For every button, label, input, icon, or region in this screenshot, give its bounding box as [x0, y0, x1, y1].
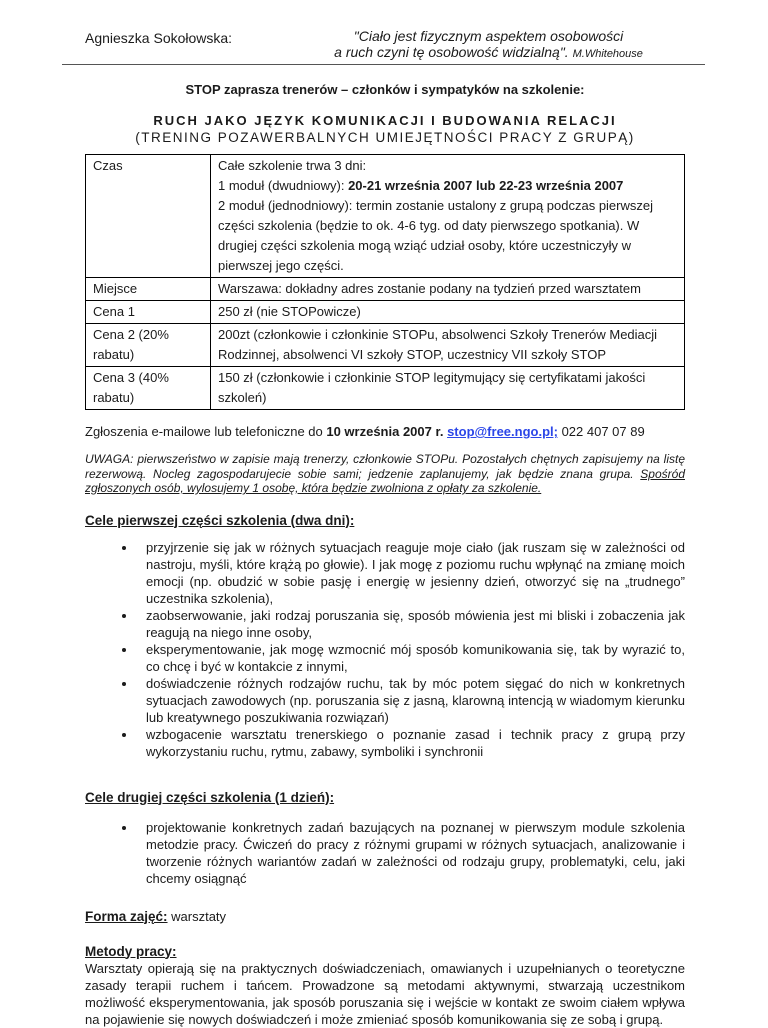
row-label-miejsce: Miejsce: [86, 278, 211, 301]
list-item: • eksperymentowanie, jak mogę wzmocnić mój sposób komunikowania się, tak by wyrazić to, co chcę i być w kontakcie z innymi,: [137, 641, 685, 675]
table-row-cena1: [86, 301, 685, 324]
czas-module1-prefix: 1 moduł (dwudniowy):: [218, 178, 349, 193]
registration-prefix: Zgłoszenia e-mailowe lub telefoniczne do: [85, 424, 327, 439]
cele2-bullet-list: [85, 819, 685, 887]
list-item: • przyjrzenie się jak w różnych sytuacjach reaguje moje ciało (jak ruszam się w zależności od nastroju, myśli, które krążą po głowie). I jak mogę z poziomu ruchu wpłynąć na zmianę moich emocji (np. obudzić w sobie pasję i energię w jesienny dzień, otworzyć się na „trudnego” uczestnika szkolenia),: [137, 539, 685, 607]
quote-line-2: [292, 44, 685, 62]
table-row-cena3: [86, 367, 685, 410]
registration-deadline: 10 września 2007 r.: [326, 424, 448, 439]
quote-line-2-text: a ruch czyni tę osobowość widzialną".: [334, 44, 569, 60]
row-label-cena3: Cena 3 (40% rabatu): [86, 367, 211, 410]
czas-line-2: [218, 176, 677, 196]
author-name: Agnieszka Sokołowska:: [85, 30, 233, 46]
training-info-table: [85, 154, 685, 410]
heading-metody-pracy: Metody pracy:: [85, 943, 177, 959]
table-row-czas: [86, 155, 685, 278]
czas-module1-dates: 20-21 września 2007 lub 22-23 września 2007: [348, 178, 624, 193]
invitation-line: STOP zaprasza trenerów – członków i sympatyków na szkolenie:: [185, 82, 585, 97]
quote-attribution: M.Whitehouse: [572, 48, 643, 60]
epigraph-quote: [232, 28, 685, 62]
email-link[interactable]: stop@free.ngo.pl;: [447, 424, 558, 439]
metody-pracy-paragraph: Warsztaty opierają się na praktycznych doświadczeniach, omawianych i uzupełnianych o teoretyczne zasady terapii ruchem i tańcem. Prowadzone są metodami aktywnymi, stwarzają uczestnikom możliwość eksperymentowania, jak sposób poruszania się i wejście w kontakt ze swoim ciałem wpływa na pojawienie się nowych doświadczeń i może zmieniać sposób komunikowania się ze sobą i grupą.: [85, 960, 685, 1027]
uwaga-underlined-text: Spośród zgłoszonych osób, wylosujemy 1 osobę, która będzie zwolniona z opłaty za szkolenie.: [85, 466, 685, 495]
row-value-cena3: 150 zł (członkowie i członkinie STOP legitymujący się certyfikatami jakości szkoleń): [211, 367, 685, 410]
table-row-cena2: [86, 324, 685, 367]
row-value-miejsce: Warszawa: dokładny adres zostanie podany na tydzień przed warsztatem: [211, 278, 685, 301]
row-label-cena1: Cena 1: [86, 301, 211, 324]
row-value-cena2: 200zt (członkowie i członkinie STOPu, absolwenci Szkoły Trenerów Mediacji Rodzinnej, absolwenci VI szkoły STOP, uczestnicy VII szkoły STOP: [211, 324, 685, 367]
row-label-cena2: Cena 2 (20% rabatu): [86, 324, 211, 367]
table-row-miejsce: [86, 278, 685, 301]
list-item: • zaobserwowanie, jaki rodzaj poruszania się, sposób mówienia jest mi bliski i zobaczenia jak reagują na niego inne osoby,: [137, 607, 685, 641]
uwaga-notice: [85, 452, 685, 496]
czas-line-1: Całe szkolenie trwa 3 dni:: [218, 158, 367, 173]
uwaga-main-text: UWAGA: pierwszeństwo w zapisie mają trenerzy, członkowie STOPu. Pozostałych chętnych zapisujemy na listę rezerwową. Nocleg zagospodarujecie sobie sami; jedzenie zaplanujemy, jak będzie znana grupa.: [85, 452, 685, 481]
training-title: RUCH JAKO JĘZYK KOMUNIKACJI I BUDOWANIA RELACJI: [153, 113, 617, 128]
training-subtitle: (TRENING POZAWERBALNYCH UMIEJĘTNOŚCI PRACY Z GRUPĄ): [135, 130, 635, 145]
row-label-czas: Czas: [86, 155, 211, 278]
quote-line-1: "Ciało jest fizycznym aspektem osobowości: [353, 28, 624, 44]
czas-line-3: 2 moduł (jednodniowy): termin zostanie ustalony z grupą podczas pierwszej części szkolenia (będzie to ok. 4-6 tyg. od daty pierwszego spotkania). W drugiej części szkolenia mogą wziąć udział osoby, które uczestniczyły w pierwszej jego części.: [218, 198, 653, 273]
registration-phone: 022 407 07 89: [557, 424, 645, 439]
document-header: [85, 28, 685, 62]
heading-cele-pierwszej: Cele pierwszej części szkolenia (dwa dni):: [85, 512, 355, 528]
row-value-czas: [211, 155, 685, 278]
header-divider: [62, 64, 705, 65]
forma-zajec-line: [85, 909, 685, 924]
row-value-cena1: 250 zł (nie STOPowicze): [211, 301, 685, 324]
heading-cele-drugiej: Cele drugiej części szkolenia (1 dzień):: [85, 789, 335, 805]
registration-line: [85, 424, 685, 439]
list-item: • projektowanie konkretnych zadań bazujących na poznanej w pierwszym module szkolenia metodzie pracy. Ćwiczeń do pracy z różnymi grupami w różnych sytuacjach, analizowanie i tworzenie różnych wariantów zadań w zależności od rodzaju grupy, problematyki, celu, jaki chcemy osiągnąć: [137, 819, 685, 887]
list-item: • wzbogacenie warsztatu trenerskiego o poznanie zasad i technik pracy z grupą przy wykorzystaniu ruchu, rytmu, zabawy, symboliki i synchronii: [137, 726, 685, 760]
list-item: • doświadczenie różnych rodzajów ruchu, tak by móc potem sięgać do nich w konkretnych sytuacjach zawodowych (np. poruszania się z jasną, klarowną intencją w wiadomym kierunku lub kreatywnego poszukiwania rozwiązań): [137, 675, 685, 726]
heading-forma-zajec: Forma zajęć:: [85, 908, 168, 924]
cele1-bullet-list: [85, 539, 685, 760]
forma-zajec-value: warsztaty: [167, 908, 227, 924]
